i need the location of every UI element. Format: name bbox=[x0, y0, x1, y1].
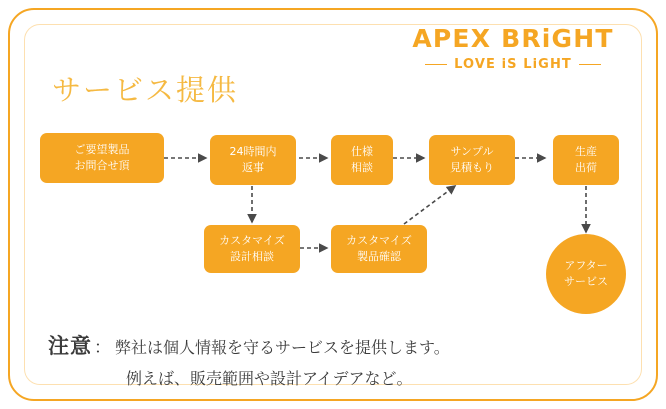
flow-node-custom-check[interactable] bbox=[331, 225, 427, 273]
flow-node-custom-design-line2: 設計相談 bbox=[230, 250, 274, 263]
flow-node-after-service-line1: アフター bbox=[564, 258, 608, 272]
notice-label: 注意 bbox=[48, 334, 92, 358]
arrow-custom-check-to-sample bbox=[404, 186, 455, 224]
flow-node-production-line1: 生産 bbox=[575, 145, 597, 159]
notice-line-1 bbox=[48, 330, 623, 360]
flow-node-request-line1: ご要望製品 bbox=[74, 143, 130, 157]
flow-node-spec-line2: 相談 bbox=[351, 161, 373, 174]
notice-text-1: 弊社は個人情報を守るサービスを提供します。 bbox=[115, 338, 450, 357]
flow-node-sample-line1: サンプル bbox=[450, 145, 494, 159]
flow-node-custom-check-line1: カスタマイズ bbox=[346, 234, 412, 248]
flow-node-custom-check-line2: 製品確認 bbox=[357, 250, 401, 263]
flow-node-spec[interactable] bbox=[331, 135, 393, 185]
flow-node-after-service-line2: サービス bbox=[564, 275, 608, 288]
brand-tagline: LOVE iS LiGHT bbox=[454, 57, 572, 73]
page-title: サービス提供 bbox=[52, 73, 239, 107]
flow-node-sample[interactable] bbox=[429, 135, 515, 185]
flow-node-custom-design[interactable] bbox=[204, 225, 300, 273]
flow-node-production[interactable] bbox=[553, 135, 619, 185]
flow-node-request-line2: お問合せ頂 bbox=[74, 159, 130, 172]
notice-colon: ： bbox=[94, 338, 111, 358]
flow-node-reply24h[interactable] bbox=[210, 135, 296, 185]
notice-block bbox=[48, 330, 623, 389]
flow-node-sample-line2: 見積もり bbox=[450, 161, 494, 174]
flow-node-production-line2: 出荷 bbox=[575, 161, 597, 174]
brand-name: APEX BRiGHT bbox=[412, 24, 614, 53]
flow-node-spec-line1: 仕様 bbox=[351, 145, 373, 159]
flow-node-reply24h-line1: 24時間内 bbox=[229, 145, 277, 159]
flow-node-after-service[interactable] bbox=[546, 234, 626, 314]
flow-node-request[interactable] bbox=[40, 133, 164, 183]
flow-node-custom-design-line1: カスタマイズ bbox=[219, 234, 285, 248]
flow-node-reply24h-line2: 返事 bbox=[242, 161, 264, 174]
notice-text-2: 例えば、販売範囲や設計アイデアなど。 bbox=[126, 369, 413, 388]
